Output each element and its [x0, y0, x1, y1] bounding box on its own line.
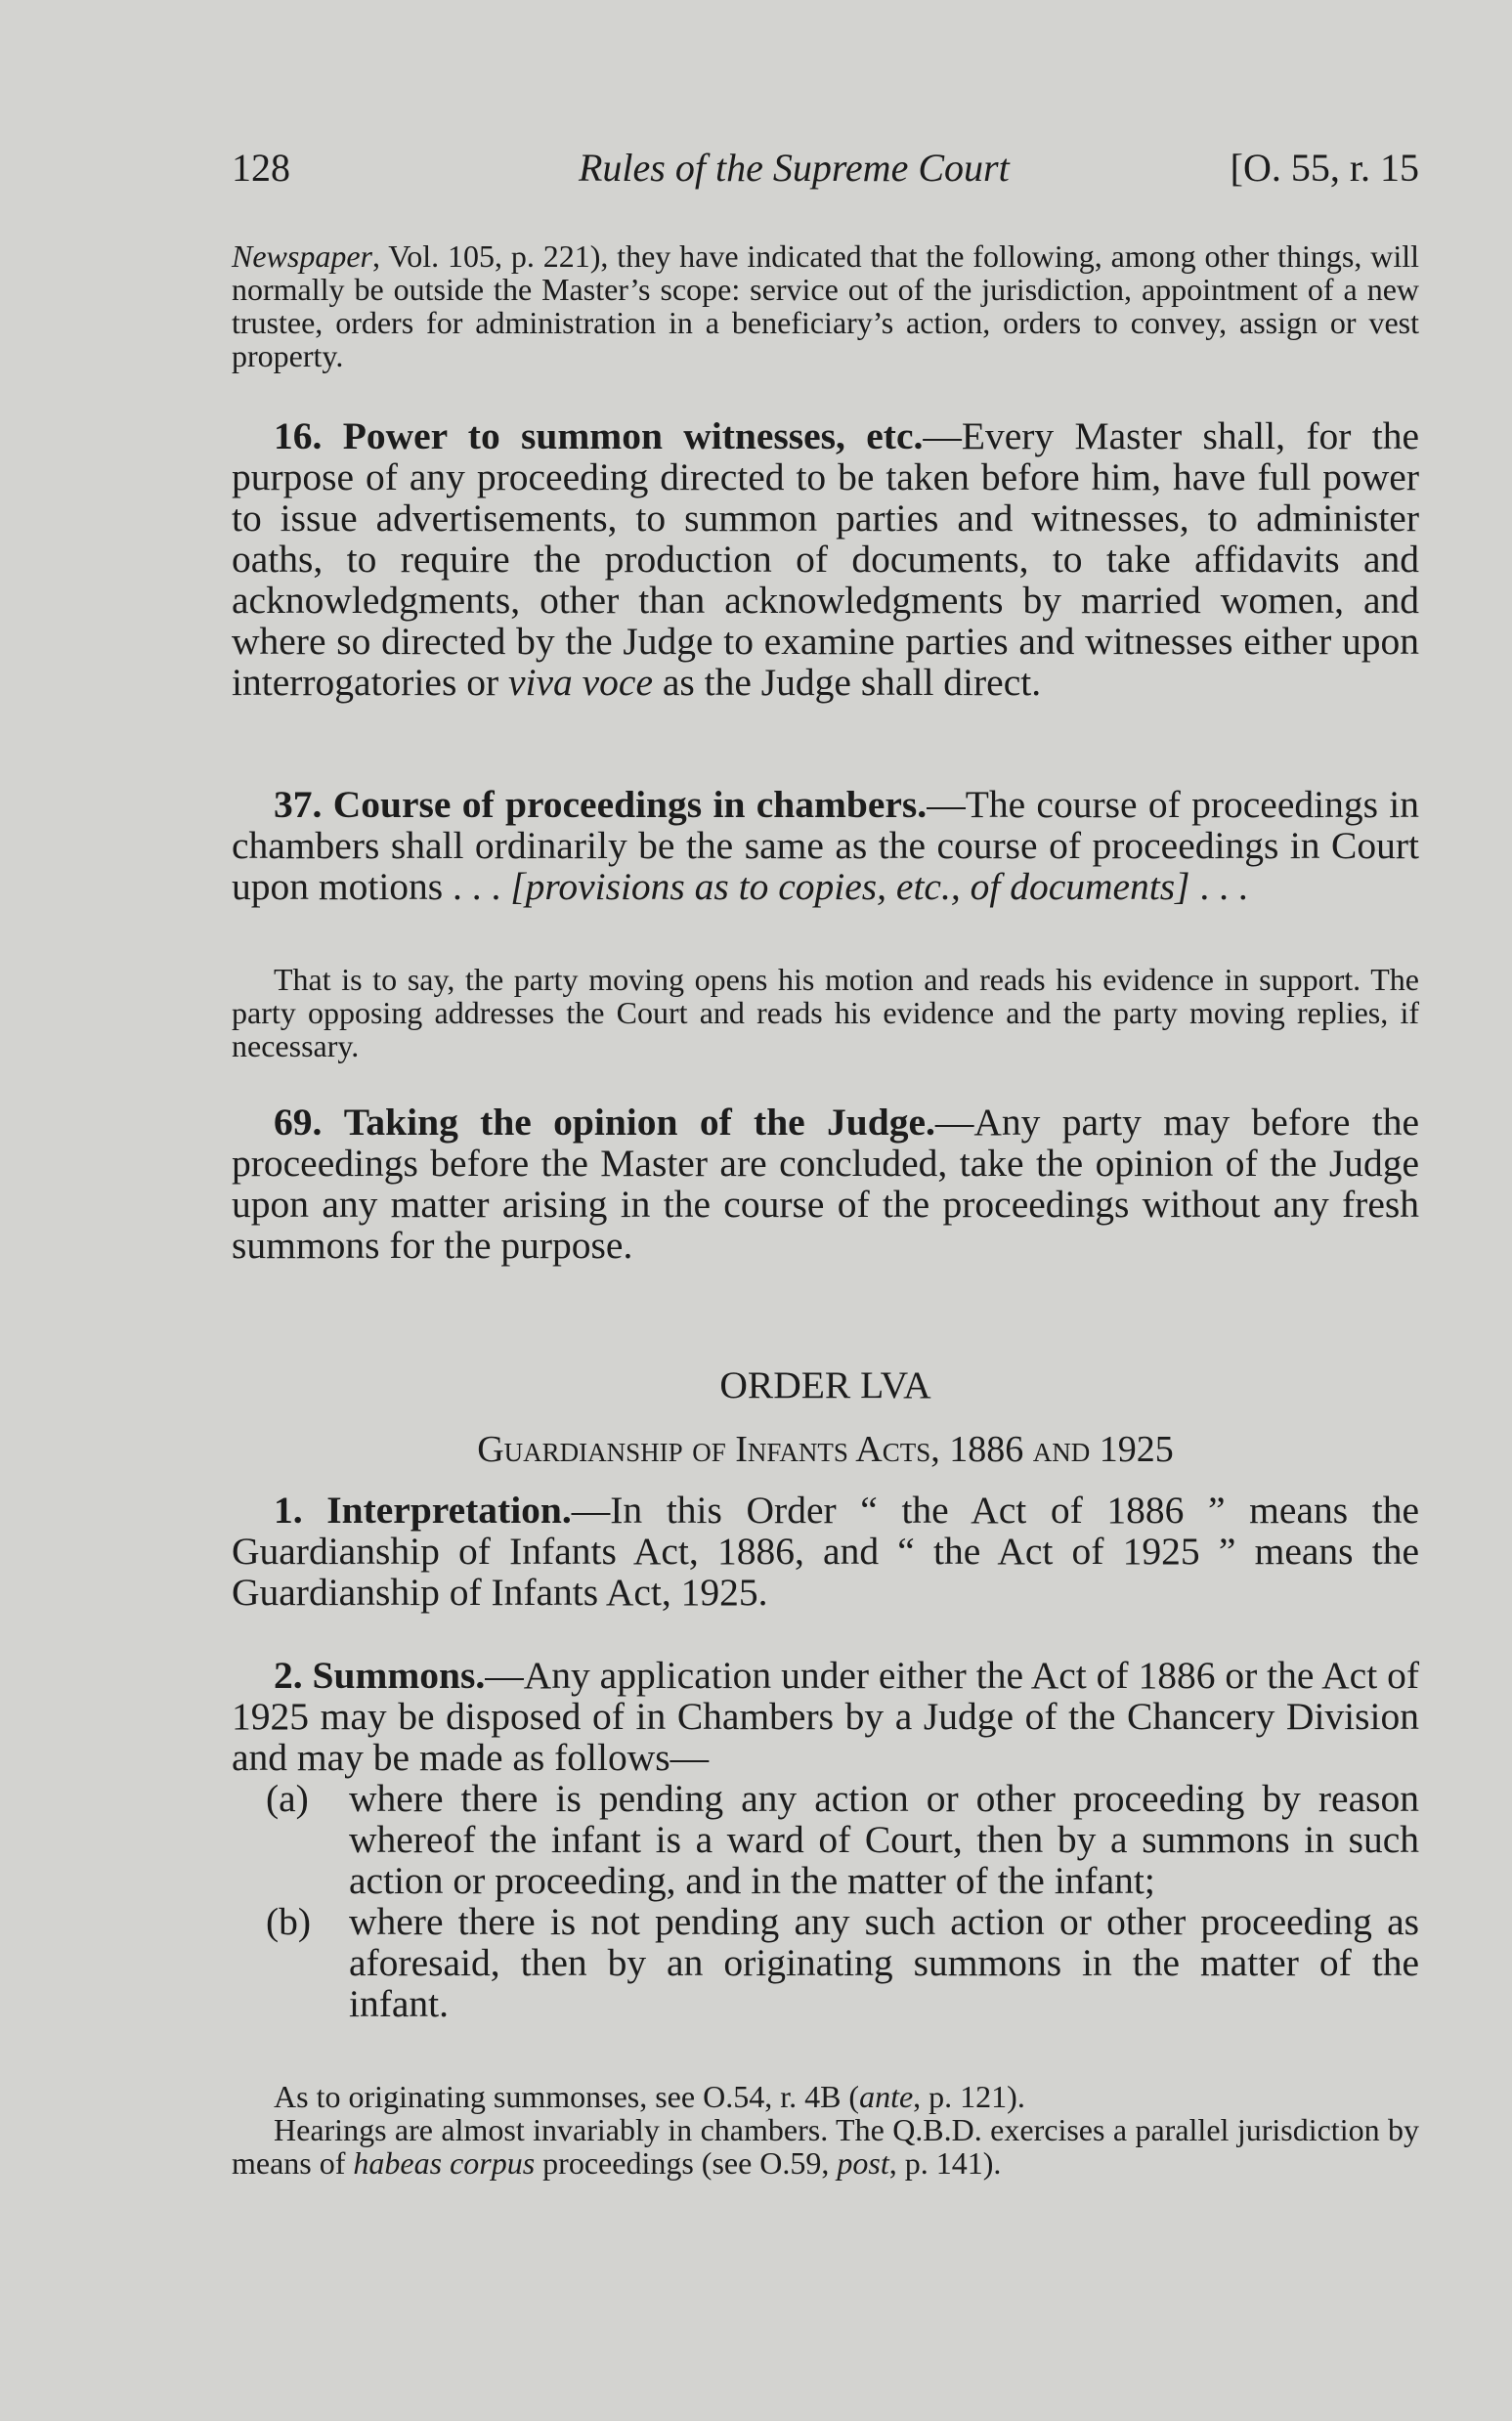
note-text: As to originating summonses, see O.54, r. 4B (	[274, 2079, 860, 2114]
note-2	[232, 2113, 1419, 2180]
rule-heading: Power to summon witnesses, etc.	[342, 414, 924, 457]
rule-heading: Interpretation.	[326, 1489, 572, 1532]
item-label: (a)	[266, 1777, 309, 1820]
item-text: where there is pending any action or other proceeding by reason whereof the infant is a ward of Court, then by a summons in such action or proceeding, and in the matter of the infant;	[349, 1777, 1419, 1902]
note-text: , Vol. 105, p. 221), they have indicated that the following, among other things, will normally be outside the Master’s scope: service out of the jurisdiction, appointment of a new trustee, orders for administration in a beneficiary’s action, orders to convey, assign or vest property.	[232, 238, 1419, 373]
note-text: Hearings are almost invariably in chambers. The Q.B.D. exercises a parallel jurisdiction by means of	[232, 2112, 1419, 2181]
rule-number: 2.	[274, 1654, 303, 1697]
note-text-mid: proceedings (see O.59,	[535, 2145, 838, 2181]
rule-italic: [provisions as to copies, etc., of documents]	[510, 865, 1190, 908]
rule-text: —Any application under either the Act of 1886 or the Act of 1925 may be disposed of in Chambers by a Judge of the Chancery Division and may be made as follows—	[232, 1654, 1419, 1779]
order-rule-2	[232, 1655, 1419, 2024]
rule-text: —Every Master shall, for the purpose of any proceeding directed to be taken before him, have full power to issue advertisements, to summon parties and witnesses, to administer oaths, to require the production of documents, to take affidavits and acknowledgments, other than acknowledgments by married women, and where so directed by the Judge to examine parties and witnesses either upon interrogatories or	[232, 414, 1419, 704]
note-1	[232, 2080, 1419, 2113]
note-text-end: , p. 141).	[888, 2145, 1002, 2181]
rule-text: —Any party may before the proceedings before the Master are concluded, take the opinion of the Judge upon any matter arising in the course of the proceedings without any fresh summons for the purpose.	[232, 1101, 1419, 1267]
rule-italic: viva voce	[507, 661, 653, 704]
item-label: (b)	[266, 1900, 312, 1943]
order-rule-1	[232, 1490, 1419, 1613]
order-subtitle: Guardianship of Infants Acts, 1886 and 1925	[477, 1429, 1174, 1470]
note-text-end: , p. 121).	[913, 2079, 1025, 2114]
item-text: where there is not pending any such action or other proceeding as aforesaid, then by an originating summons in the matter of the infant.	[349, 1900, 1419, 2025]
rule-text-end: as the Judge shall direct.	[653, 661, 1042, 704]
rule-69	[232, 1102, 1419, 1266]
running-title: Rules of the Supreme Court	[579, 146, 1010, 190]
rule-37	[232, 784, 1419, 907]
note-italic: habeas corpus	[353, 2145, 536, 2181]
rule-37-note: That is to say, the party moving opens his motion and reads his evidence in support. The party opposing addresses the Court and reads his evidence and the party moving replies, if necessary.	[232, 962, 1419, 1063]
order-title: ORDER LVA	[719, 1363, 931, 1406]
note-italic: Newspaper	[232, 238, 372, 274]
section-reference: [O. 55, r. 15	[1230, 146, 1419, 190]
running-header	[232, 145, 1419, 194]
rule-number: 37.	[274, 783, 323, 826]
note-italic-2: post	[837, 2145, 889, 2181]
rule-heading: Course of proceedings in chambers.	[332, 783, 928, 826]
rule-heading: Summons.	[312, 1654, 486, 1697]
note-italic: ante	[859, 2079, 914, 2114]
page-number: 128	[232, 146, 290, 190]
rule-number: 1.	[274, 1489, 303, 1532]
order-notes	[232, 2080, 1419, 2180]
list-item	[232, 1778, 1419, 1901]
note-continuation	[232, 239, 1419, 372]
rule-number: 16.	[274, 414, 323, 457]
rule-heading: Taking the opinion of the Judge.	[343, 1101, 935, 1144]
rule-text: —The course of proceedings in chambers shall ordinarily be the same as the course of proceedings in Court upon motions . . .	[232, 783, 1420, 908]
rule-16	[232, 415, 1419, 703]
rule-number: 69.	[274, 1101, 323, 1144]
rule-text: —In this Order “ the Act of 1886 ” means the Guardianship of Infants Act, 1886, and “ the Act of 1925 ” means the Guardianship of Infants Act, 1925.	[232, 1489, 1419, 1614]
list-item	[232, 1901, 1419, 2024]
rule-text-end: . . .	[1189, 865, 1248, 908]
